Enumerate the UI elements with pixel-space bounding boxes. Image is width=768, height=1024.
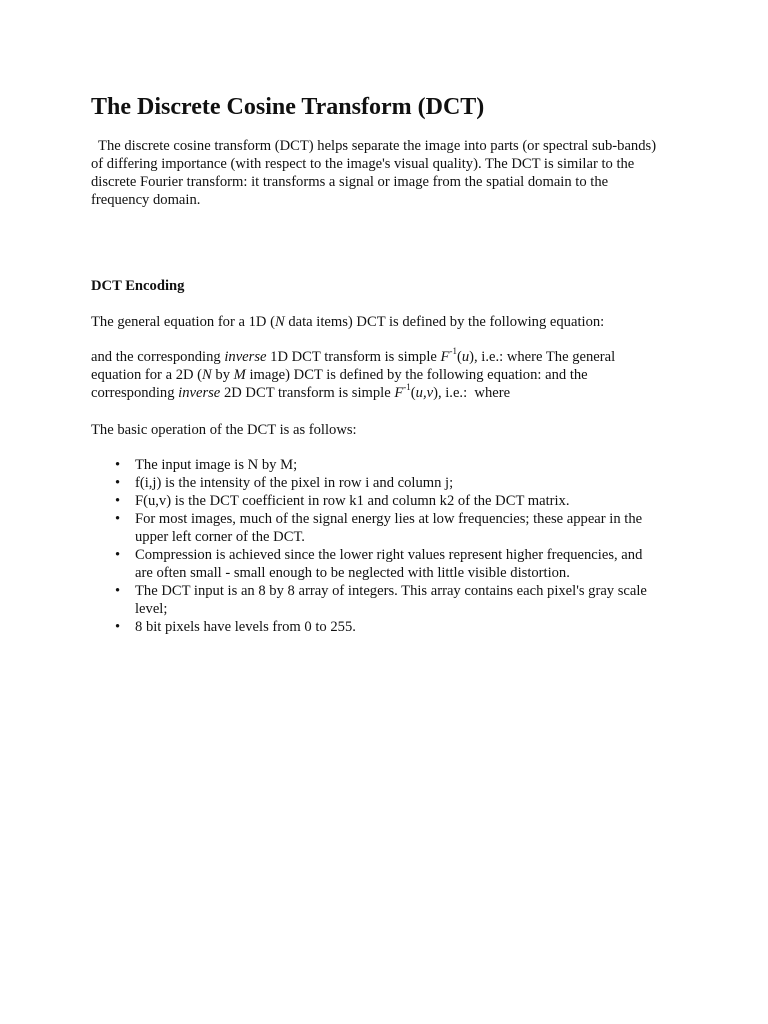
italic-run: inverse bbox=[178, 385, 221, 401]
italic-run: N bbox=[202, 367, 212, 383]
inverse-line-2 bbox=[91, 366, 681, 384]
list-item-line: level; bbox=[135, 601, 168, 617]
superscript: -1 bbox=[449, 346, 457, 357]
list-item-line: The input image is N by M; bbox=[135, 457, 298, 473]
text-run: data items) DCT is defined by the following equation: bbox=[284, 314, 605, 330]
list-item-line: F(u,v) is the DCT coefficient in row k1 and column k2 of the DCT matrix. bbox=[135, 493, 570, 509]
list-item-line: For most images, much of the signal energy lies at low frequencies; these appear in the bbox=[135, 511, 643, 527]
text-run: corresponding bbox=[91, 385, 179, 401]
list-item-text bbox=[135, 492, 691, 510]
intro-line: of differing importance (with respect to the image's visual quality). The DCT is similar to the bbox=[91, 156, 635, 172]
bullet-icon: • bbox=[115, 547, 121, 563]
bullet-icon: • bbox=[115, 493, 121, 509]
list-item bbox=[91, 492, 691, 510]
text-run: equation for a 2D ( bbox=[91, 367, 203, 383]
section-heading: DCT Encoding bbox=[91, 278, 185, 294]
italic-run: F bbox=[394, 385, 404, 401]
list-item-text bbox=[135, 618, 691, 636]
text-run: ), i.e.: where bbox=[433, 385, 511, 401]
text-run: The general equation for a 1D ( bbox=[91, 314, 275, 330]
bullet-icon: • bbox=[115, 583, 121, 599]
list-item-line: are often small - small enough to be neglected with little visible distortion. bbox=[135, 565, 570, 581]
inverse-line-1 bbox=[91, 348, 681, 366]
list-item bbox=[91, 474, 691, 492]
inverse-line-3 bbox=[91, 384, 681, 402]
general-equation-line bbox=[91, 313, 681, 331]
list-item-line: The DCT input is an 8 by 8 array of integers. This array contains each pixel's gray scale bbox=[135, 583, 647, 599]
text-run: 2D DCT transform is simple bbox=[220, 385, 395, 401]
bullet-list bbox=[91, 456, 691, 636]
list-item bbox=[91, 510, 691, 546]
text-run: 1D DCT transform is simple bbox=[266, 349, 441, 365]
text-run: and the corresponding bbox=[91, 349, 225, 365]
list-item bbox=[91, 618, 691, 636]
list-item-line: f(i,j) is the intensity of the pixel in row i and column j; bbox=[135, 475, 454, 491]
intro-line: discrete Fourier transform: it transforms a signal or image from the spatial domain to the bbox=[91, 174, 609, 190]
italic-run: M bbox=[233, 367, 246, 383]
text-run: image) DCT is defined by the following equation: and the bbox=[245, 367, 588, 383]
list-item bbox=[91, 582, 691, 618]
italic-run: u,v bbox=[415, 385, 434, 401]
list-item bbox=[91, 456, 691, 474]
list-item-line: Compression is achieved since the lower right values represent higher frequencies, and bbox=[135, 547, 643, 563]
italic-run: u bbox=[461, 349, 470, 365]
inverse-paragraph bbox=[91, 348, 681, 402]
intro-line: frequency domain. bbox=[91, 192, 201, 208]
bullet-icon: • bbox=[115, 619, 121, 635]
list-item-text bbox=[135, 546, 691, 582]
general-equation-paragraph bbox=[91, 313, 681, 331]
list-item bbox=[91, 546, 691, 582]
list-item-line: upper left corner of the DCT. bbox=[135, 529, 305, 545]
page-title: The Discrete Cosine Transform (DCT) bbox=[91, 94, 485, 120]
list-item-text bbox=[135, 582, 691, 618]
list-item-line: 8 bit pixels have levels from 0 to 255. bbox=[135, 619, 356, 635]
text-run: ( bbox=[456, 349, 462, 365]
intro-paragraph bbox=[91, 137, 681, 209]
list-item-text bbox=[135, 474, 691, 492]
basic-operation-paragraph: The basic operation of the DCT is as follows: bbox=[91, 422, 357, 438]
bullet-icon: • bbox=[115, 457, 121, 473]
italic-run: N bbox=[274, 314, 285, 330]
intro-line: The discrete cosine transform (DCT) helps separate the image into parts (or spectral sub-bands) bbox=[91, 138, 657, 154]
text-run: by bbox=[211, 367, 234, 383]
bullet-icon: • bbox=[115, 475, 121, 491]
list-item-text bbox=[135, 456, 691, 474]
superscript: -1 bbox=[403, 382, 411, 393]
text-run: ), i.e.: where The general bbox=[469, 349, 616, 365]
bullet-icon: • bbox=[115, 511, 121, 527]
italic-run: inverse bbox=[224, 349, 267, 365]
text-run: ( bbox=[410, 385, 416, 401]
italic-run: F bbox=[440, 349, 450, 365]
list-item-text bbox=[135, 510, 691, 546]
